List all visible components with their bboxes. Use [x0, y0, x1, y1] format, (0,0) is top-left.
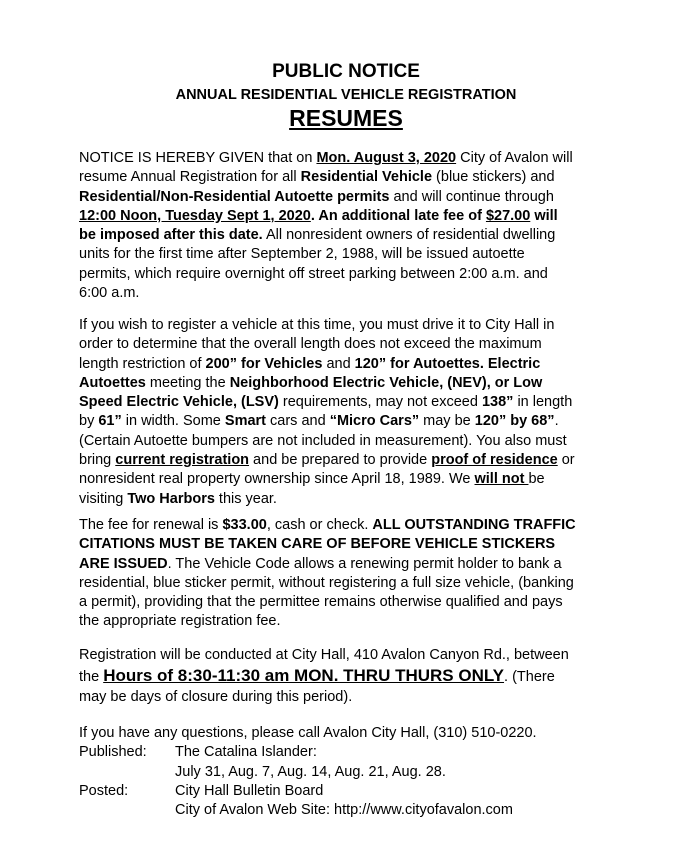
office-hours: Hours of 8:30-11:30 am MON. THRU THURS ONLY — [103, 666, 505, 686]
start-date: Mon. August 3, 2020 — [316, 150, 457, 166]
end-date: 12:00 Noon, Tuesday Sept 1, 2020 — [79, 207, 311, 224]
current-registration: current registration — [115, 452, 250, 469]
paragraph-fee: The fee for renewal is $33.00, cash or check. ALL OUTSTANDING TRAFFIC CITATIONS MUST BE TAKEN CARE OF BEFORE VEHICLE STICKERS ARE ISSUED. The Vehicle Code allows a renewing permit holder to bank a residential, blue sticker permit, without registering a full size vehicle, (banking a permit), providing that the permittee remains otherwise qualified and pays the appropriate registration fee. — [79, 517, 576, 630]
renewal-fee: $33.00 — [222, 517, 267, 533]
will-not: will not — [474, 471, 529, 488]
late-fee: $27.00 — [485, 207, 531, 224]
website-line: City of Avalon Web Site: http://www.cityofavalon.com — [175, 802, 513, 819]
notice-title: PUBLIC NOTICE — [272, 61, 420, 82]
proof-of-residence: proof of residence — [431, 452, 558, 469]
paragraph-registration-dates: NOTICE IS HEREBY GIVEN that on Mon. August 3, 2020 City of Avalon will resume Annual Registration for all Residential Vehicle (blue stickers) and Residential/Non-Residential Autoette permits and will continue through 12:00 Noon, Tuesday Sept 1, 2020. An additional late fee of $27.00 will be imposed after this date. All nonresident owners of residential dwelling units for the first time after September 2, 1988, will be issued autoette permits, which require overnight off street parking between 2:00 a.m. and 6:00 a.m. — [79, 150, 573, 302]
paragraph-vehicle-length: If you wish to register a vehicle at this time, you must drive it to City Hall in order to determine that the overall length does not exceed the maximum length restriction of 200” for Vehicles and 120” for Autoettes. Electric Autoettes meeting the Neighborhood Electric Vehicle, (NEV), or Low Speed Electric Vehicle, (LSV) requirements, may not exceed 138” in length by 61” in width. Some Smart cars and “Micro Cars” may be 120” by 68”. (Certain Autoette bumpers are not included in measurement). You also must bring current registration and be prepared to provide proof of residence or nonresident real property ownership since April 18, 1989. We will not be visiting Two Harbors this year. — [79, 317, 575, 507]
paragraph-contact: If you have any questions, please call Avalon City Hall, (310) 510-0220. Published: The Catalina Islander: July 31, Aug. 7, Aug. 14, Aug. 21, Aug. 28. Posted: City Hall Bulletin Board City of Avalon Web Site: http://www.cityofavalon.com — [79, 724, 639, 820]
published-dates: July 31, Aug. 7, Aug. 14, Aug. 21, Aug. 28. — [175, 763, 446, 780]
posted-label: Posted: — [79, 782, 129, 799]
paragraph-location-hours: Registration will be conducted at City Hall, 410 Avalon Canyon Rd., between the Hours of 8:30-11:30 am MON. THRU THURS ONLY. (There may be days of closure during this period). — [79, 647, 569, 706]
notice-headline: RESUMES — [289, 105, 403, 131]
published-label: Published: — [79, 744, 147, 761]
notice-subtitle: ANNUAL RESIDENTIAL VEHICLE REGISTRATION — [175, 87, 517, 103]
contact-line: If you have any questions, please call Avalon City Hall, (310) 510-0220. — [79, 725, 537, 741]
